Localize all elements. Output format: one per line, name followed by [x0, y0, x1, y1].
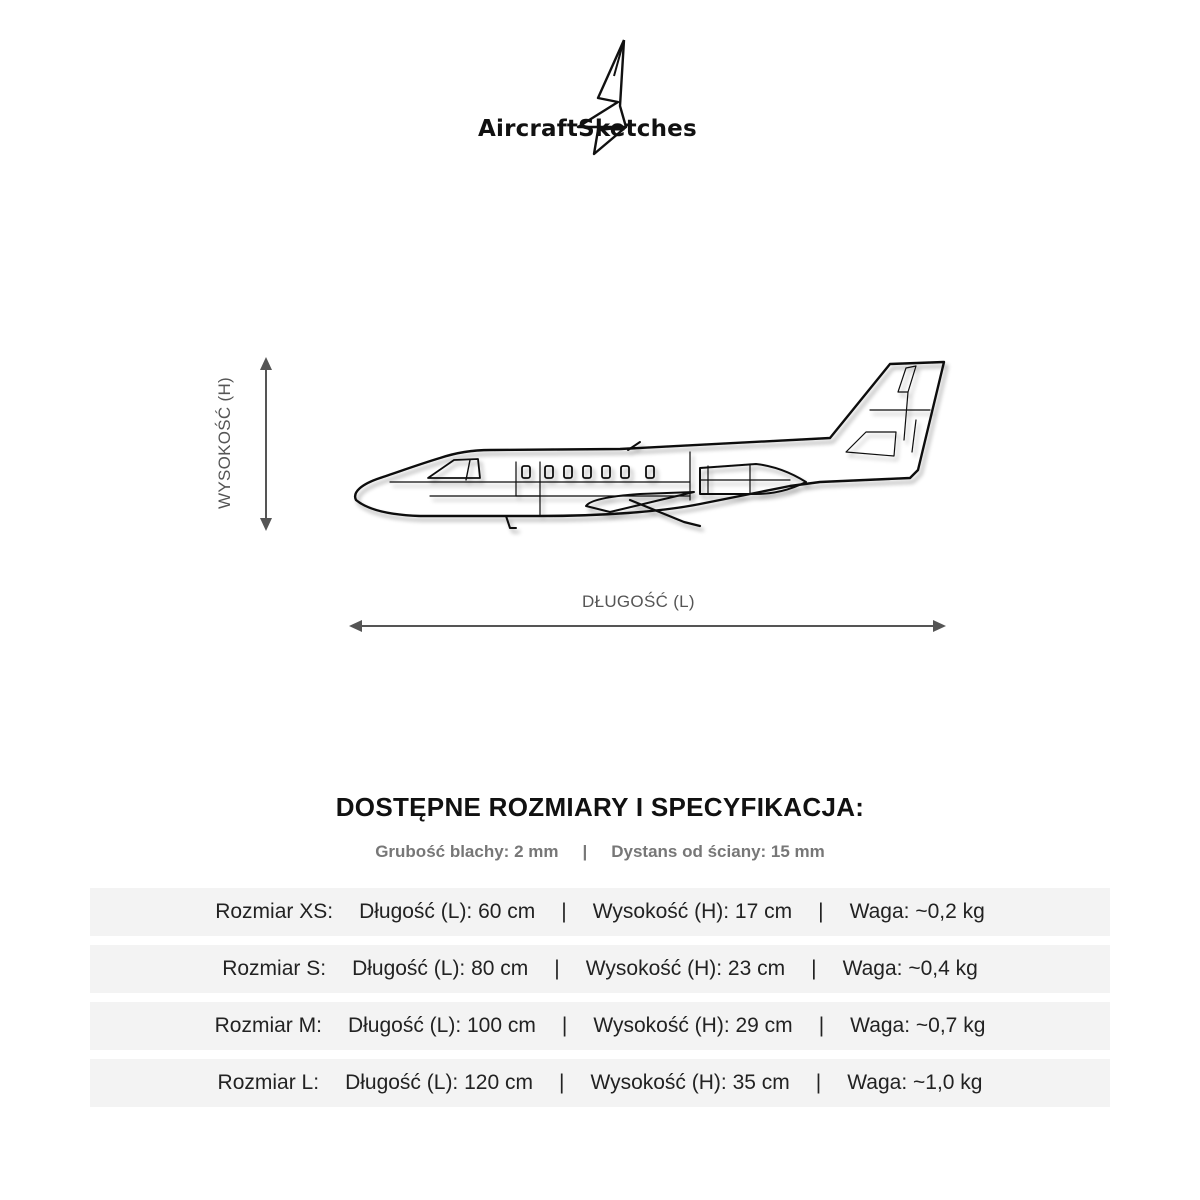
height-label: WYSOKOŚĆ (H)	[215, 376, 234, 510]
size-weight: Waga: ~0,4 kg	[842, 957, 978, 980]
sheet-thickness: Grubość blachy: 2 mm	[375, 842, 559, 861]
brand-name: AircraftSketches	[478, 116, 697, 142]
size-name: Rozmiar S:	[222, 957, 327, 980]
size-name: Rozmiar L:	[217, 1071, 320, 1094]
separator: |	[818, 1014, 825, 1037]
separator: |	[582, 842, 588, 861]
size-length: Długość (L): 120 cm	[345, 1071, 533, 1094]
separator: |	[815, 1071, 822, 1094]
size-length: Długość (L): 80 cm	[352, 957, 529, 980]
size-table	[90, 888, 1110, 1116]
wall-distance: Dystans od ściany: 15 mm	[611, 842, 825, 861]
size-name: Rozmiar M:	[214, 1014, 322, 1037]
separator: |	[558, 1071, 565, 1094]
size-height: Wysokość (H): 29 cm	[593, 1014, 793, 1037]
size-height: Wysokość (H): 17 cm	[592, 900, 793, 923]
spec-title: DOSTĘPNE ROZMIARY I SPECYFIKACJA:	[335, 792, 865, 822]
separator: |	[811, 957, 817, 980]
size-height: Wysokość (H): 35 cm	[590, 1071, 790, 1094]
separator: |	[818, 900, 824, 923]
spec-subtitle	[0, 842, 1200, 862]
length-label: DŁUGOŚĆ (L)	[582, 592, 695, 611]
size-row-xs	[90, 888, 1110, 936]
size-name: Rozmiar XS:	[215, 900, 334, 923]
size-weight: Waga: ~0,2 kg	[849, 900, 985, 923]
arrow-left-right-icon	[349, 620, 946, 632]
size-weight: Waga: ~1,0 kg	[847, 1071, 983, 1094]
separator: |	[554, 957, 560, 980]
size-length: Długość (L): 100 cm	[347, 1014, 536, 1037]
size-weight: Waga: ~0,7 kg	[850, 1014, 986, 1037]
size-row-s	[90, 945, 1110, 993]
separator: |	[561, 1014, 568, 1037]
size-length: Długość (L): 60 cm	[359, 900, 536, 923]
separator: |	[561, 900, 567, 923]
arrow-up-down-icon	[260, 357, 272, 531]
size-height: Wysokość (H): 23 cm	[585, 957, 786, 980]
size-row-l	[90, 1059, 1110, 1107]
size-row-m	[90, 1002, 1110, 1050]
aircraft-silhouette-icon	[355, 362, 944, 528]
